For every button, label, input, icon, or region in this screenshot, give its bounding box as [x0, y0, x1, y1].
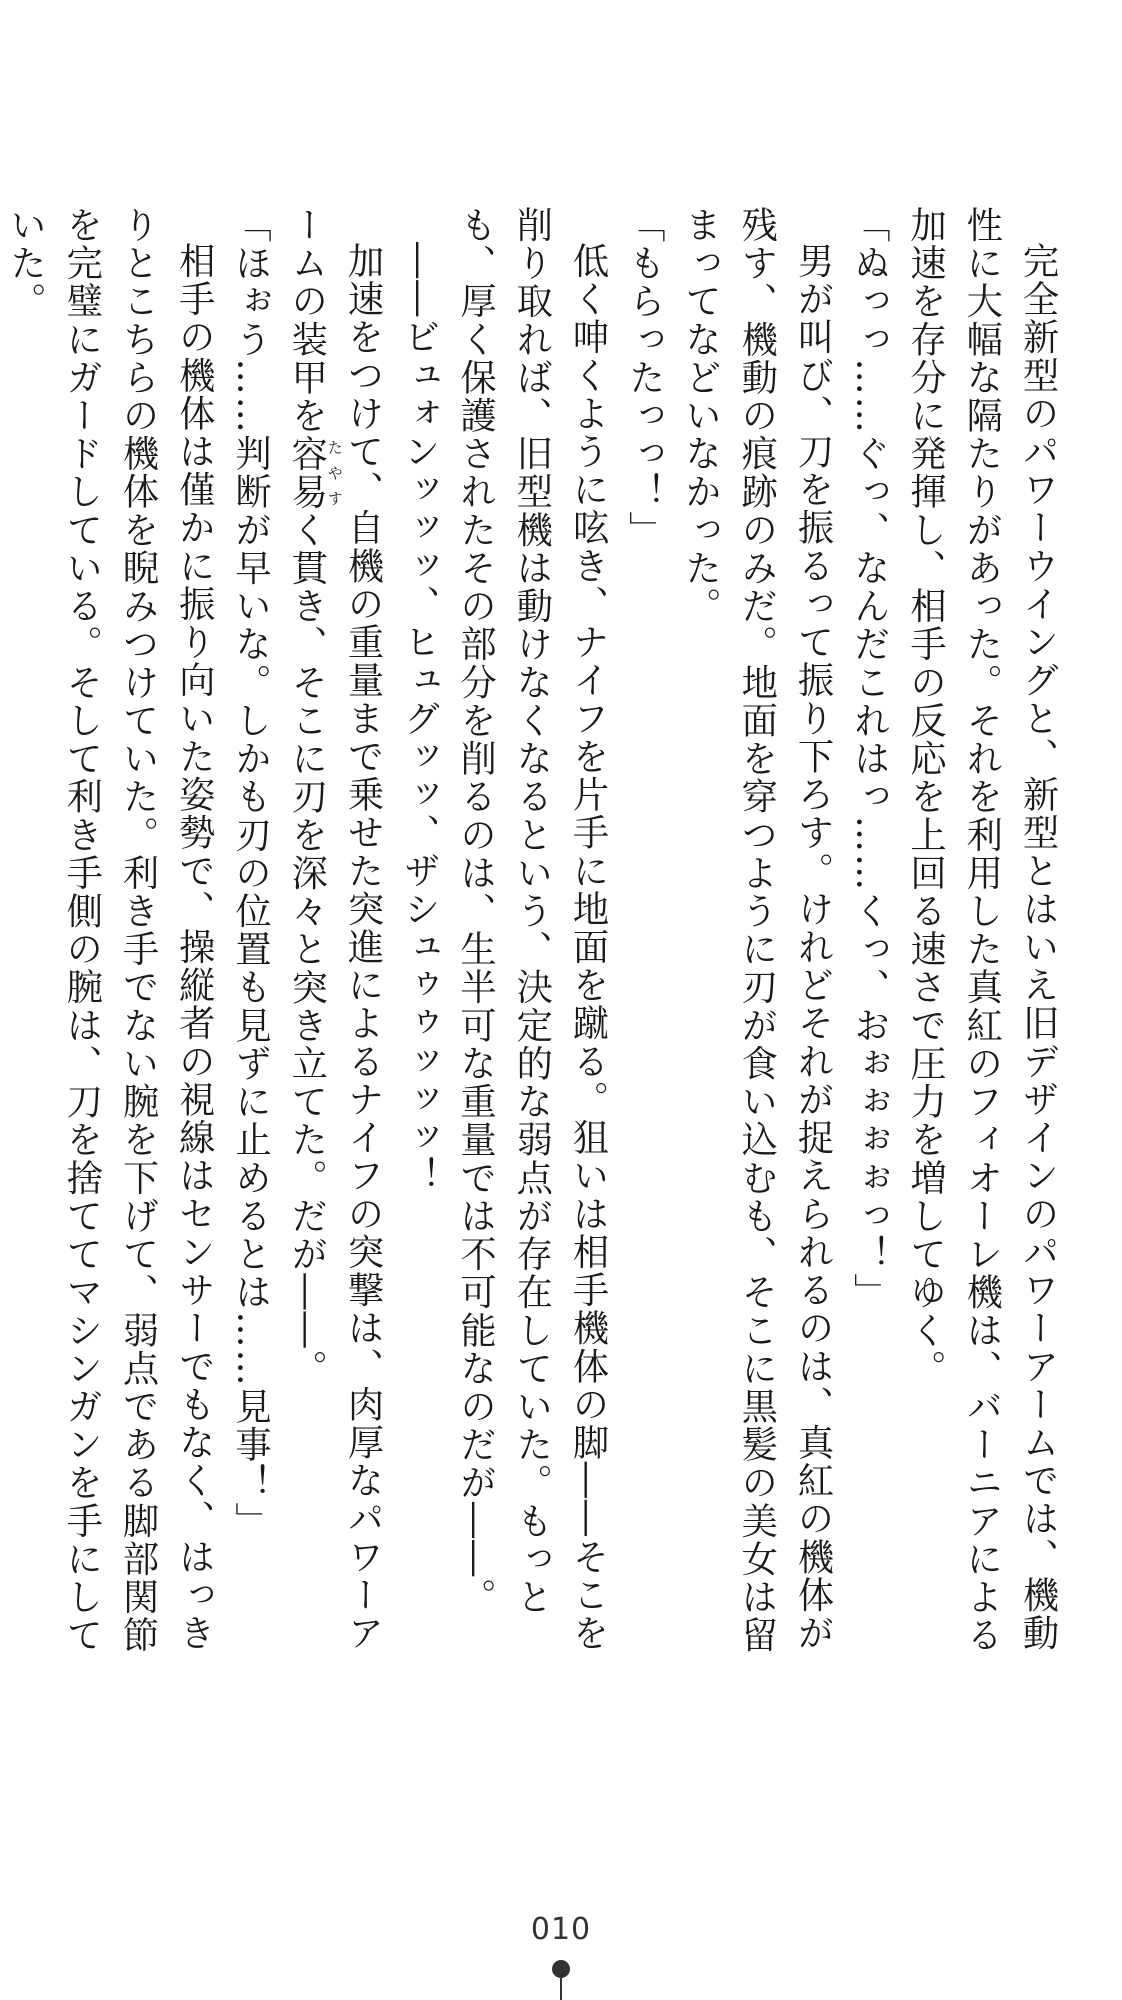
paragraph-sound-effect: ――ビュォンッッッ、ヒュグッッ、ザシュゥゥッッッ！: [398, 242, 442, 1196]
page-marker-dot: [552, 1960, 570, 1978]
page-number: 010: [530, 1912, 592, 1947]
paragraph-narration-with-ruby: [279, 206, 392, 1676]
paragraph-narration: 相手の機体は僅かに振り向いた姿勢で、操縦者の視線はセンサーでもなく、はっきりとこちらの機体を睨みつけていた。利き手でない腕を下げて、弱点である脚部関節を完璧にガードしている。そして利き手側の腕は、刀を捨ててマシンガンを手にしていた。: [4, 206, 217, 1655]
text-segment: 加速をつけて、自機の重量まで乗せた突進によるナイフの突撃は、肉厚なパワーアームの装甲を: [285, 206, 385, 1653]
paragraph-narration: 男が叫び、刀を振るって振り下ろす。けれどそれが捉えられるのは、真紅の機体が残す、機動の痕跡のみだ。地面を穿つように刃が食い込むも、そこに黒髪の美女は留まってなどいなかった。: [679, 206, 835, 1655]
text-segment: く貫き、そこに刃を深々と突き立てた。だが――。: [285, 510, 329, 1388]
ruby-base: 容易: [285, 434, 329, 511]
paragraph-dialogue: 「ぬっっ……ぐっ、なんだこれはっ……くっ、おぉぉぉぉっ！」: [848, 206, 892, 1312]
paragraph-narration: 低く呻くように呟き、ナイフを片手に地面を蹴る。狙いは相手機体の脚――そこを削り取れば、旧型機は動けなくなるという、決定的な弱点が存在していた。もっとも、厚く保護されたその部分を削るのは、生半可な重量では不可能なのだが――。: [454, 206, 610, 1653]
ruby-annotation: [285, 434, 344, 511]
paragraph-narration: 完全新型のパワーウイングと、新型とはいえ旧デザインのパワーアームでは、機動性に大幅な隔たりがあった。それを利用した真紅のフィオーレ機は、バーニアによる加速を存分に発揮し、相手の反応を上回る速さで圧力を増してゆく。: [904, 206, 1060, 1655]
paragraph-dialogue: 「ほぉう……判断が早いな。しかも刃の位置も見ずに止めるとは……見事！」: [229, 206, 273, 1541]
page-marker-line: [560, 1978, 562, 2000]
vertical-text-body: [4, 206, 1066, 1676]
ruby-reading: たやす: [325, 434, 344, 511]
paragraph-dialogue: 「もらったっっ！」: [623, 206, 667, 550]
